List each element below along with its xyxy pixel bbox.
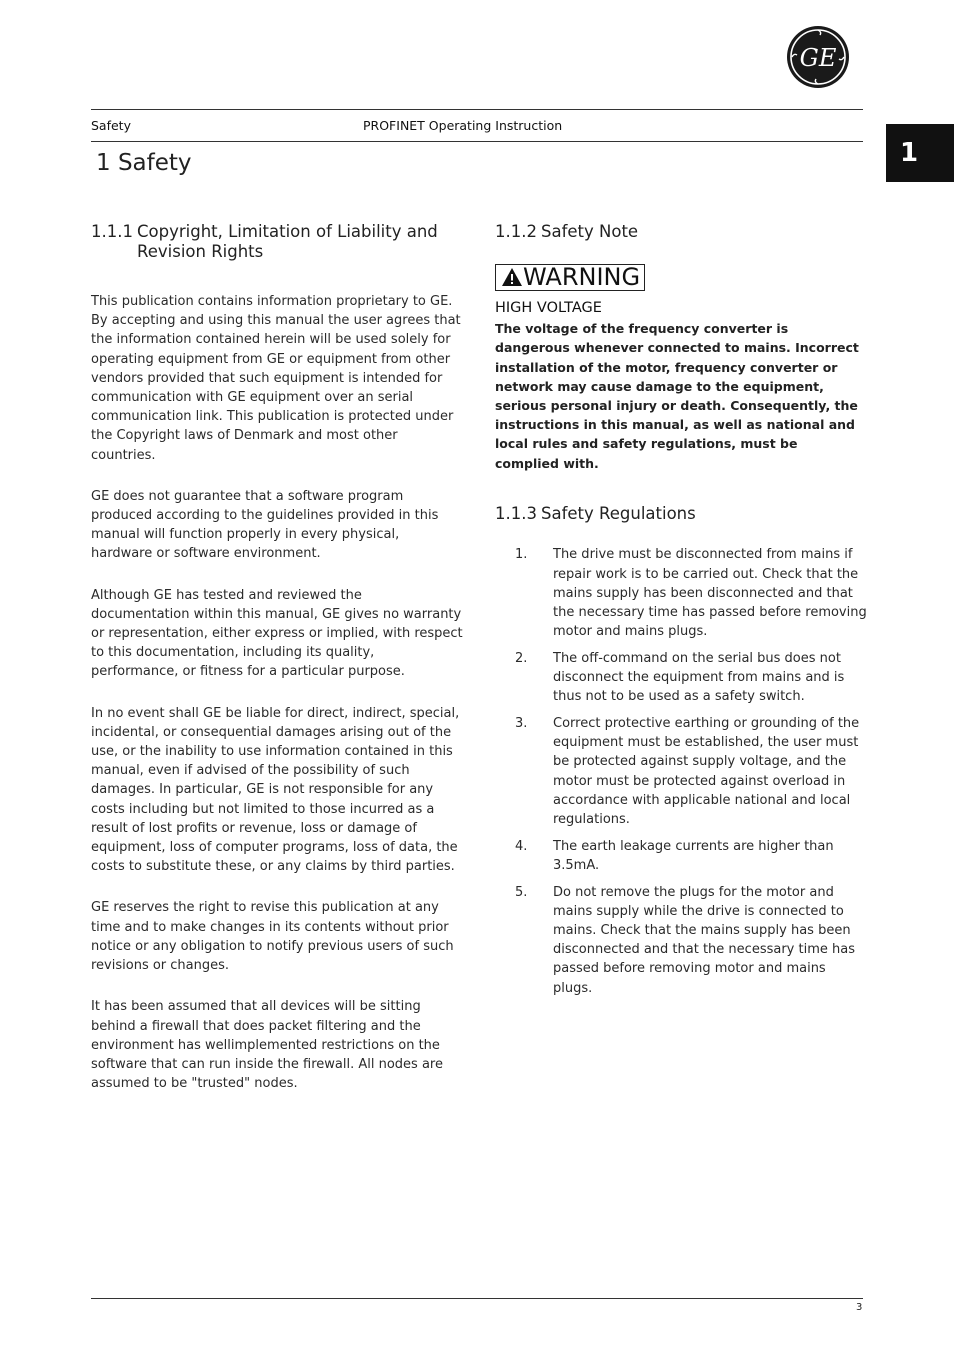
list-item-number: 2. [515,650,528,666]
paragraph: This publication contains information proprietary to GE. By accepting and using this manual the user agrees that the information contained herein will be used solely for operating equipment from GE or equipment from other vendors provided that such equipment is intended for communication with GE equipment over an serial communication link. This publication is protected under the Copyright laws of Denmark and most other countries. [91,294,461,463]
section-number: 1.1.1 [91,222,133,241]
paragraph: Although GE has tested and reviewed the documentation within this manual, GE gives no warranty or representation, either express or implied, with respect to this documentation, including its quality, performance, or fitness for a particular purpose. [91,587,463,680]
chapter-tab: 1 [886,124,954,182]
section-title: Copyright, Limitation of Liability and Revision Rights [137,222,438,261]
paragraph: GE reserves the right to revise this publication at any time and to make changes in its contents without prior notice or any obligation to notify previous users of such revisions or changes. [91,900,454,974]
section-heading-copyright [91,222,463,261]
regulations-list [495,545,867,997]
running-header-section: Safety [91,118,131,133]
paragraph: It has been assumed that all devices will be sitting behind a firewall that does packet filtering and the environment has wellimplemented restrictions on the software that can run inside the firewall. All nodes are assumed to be "trusted" nodes. [91,999,443,1092]
section-number: 1.1.3 [495,503,537,523]
section-title: Safety Note [541,222,639,241]
chapter-title: 1 Safety [96,150,192,176]
list-item-number: 3. [515,715,528,731]
paragraph: In no event shall GE be liable for direct, indirect, special, incidental, or consequential damages arising out of the use, or the inability to use information contained in this manual, even if advised of the possibility of such damages. In particular, GE is not responsible for any costs including but not limited to those incurred as a result of lost profits or revenue, loss or damage of equipment, loss of computer programs, loss of data, the costs to substitute these, or any claims by third parties. [91,705,460,875]
header-bottom-rule [91,141,863,142]
list-item [495,545,867,641]
warning-label: WARNING [523,263,641,291]
warning-triangle-icon [501,267,523,287]
list-item [495,837,867,875]
list-item-number: 5. [515,884,528,900]
svg-text:GE: GE [799,44,837,72]
list-item-text: The drive must be disconnected from mains if repair work is to be carried out. Check that the mains supply has been disconnected and that the necessary time has passed before removing motor and mains plugs. [553,547,867,640]
list-item-text: The off-command on the serial bus does not disconnect the equipment from mains and is thus not to be used as a safety switch. [553,650,845,705]
page-number: 3 [856,1302,863,1313]
list-item [495,649,867,707]
left-column [91,222,463,1115]
warning-body: The voltage of the frequency converter is dangerous whenever connected to mains. Incorrect installation of the motor, frequency converter or network may cause damage to the equipment, serious personal injury or death. Consequently, the instructions in this manual, as well as national and local rules and safety regulations, must be complied with. [495,321,859,471]
section-heading-safety-regulations [495,504,867,524]
warning-subtitle: HIGH VOLTAGE [495,300,602,317]
section-title: Safety Regulations [541,503,696,523]
list-item-number: 1. [515,547,528,563]
running-header-title: PROFINET Operating Instruction [363,118,563,133]
list-item [495,714,867,829]
header-top-rule [91,109,863,110]
warning-box [495,264,645,291]
list-item-number: 4. [515,838,528,854]
list-item-text: Correct protective earthing or grounding of the equipment must be established, the user must be protected against supply voltage, and the motor must be protected against overload in accordance with applicable national and local regulations. [553,715,860,827]
right-column [495,222,867,1005]
paragraph: GE does not guarantee that a software program produced according to the guidelines provided in this manual will function properly in every physical, hardware or software environment. [91,488,439,562]
footer-rule [91,1298,863,1299]
section-number: 1.1.2 [495,222,537,241]
list-item [495,883,867,998]
section-heading-safety-note [495,222,867,242]
list-item-text: Do not remove the plugs for the motor and mains supply while the drive is connected to mains. Check that the mains supply has been disconnected and that the necessary time has passed before removing motor and mains plugs. [553,884,855,996]
ge-logo [786,25,850,89]
list-item-text: The earth leakage currents are higher than 3.5mA. [553,838,834,873]
